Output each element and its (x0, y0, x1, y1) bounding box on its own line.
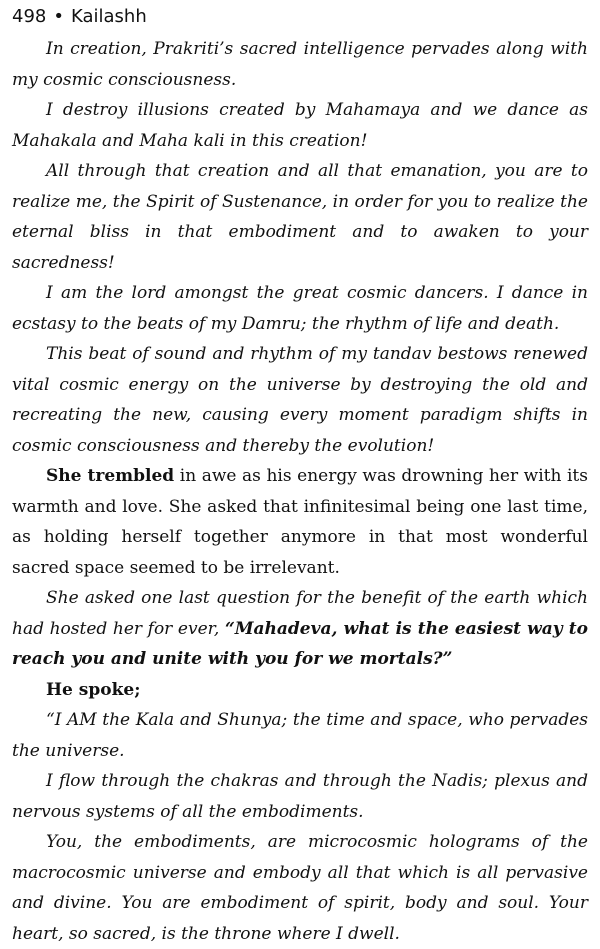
book-title: Kailashh (70, 6, 147, 27)
paragraph (12, 766, 588, 827)
paragraph-text: In creation, Prakriti’s sacred intelligence pervades along with my cosmic consciousness. (12, 39, 588, 90)
paragraph (12, 95, 588, 156)
paragraph (12, 705, 588, 766)
paragraph-text: “I AM the Kala and Shunya; the time and space, who pervades the universe. (12, 710, 588, 761)
paragraph (12, 827, 588, 949)
paragraph (12, 34, 588, 95)
bold-heading-text: He spoke; (46, 679, 141, 700)
paragraph-text: You, the embodiments, are microcosmic holograms of the macrocosmic universe and embody all that which is all pervasive and divine. You are embodiment of spirit, body and soul. Your heart, so sacred, is the throne where I dwell. (12, 832, 588, 944)
paragraph-text: I flow through the chakras and through the Nadis; plexus and nervous systems of all the embodiments. (12, 771, 588, 822)
bold-lead-text: She trembled (46, 466, 175, 486)
header-separator: • (53, 6, 64, 27)
bold-question-text: “Mahadeva, what is the easiest way to reach you and unite with you for we mortals?” (12, 618, 588, 669)
running-header (12, 6, 588, 28)
paragraph-text: I am the lord amongst the great cosmic dancers. I dance in ecstasy to the beats of my Damru; the rhythm of life and death. (12, 283, 588, 334)
paragraph-text: I destroy illusions created by Mahamaya and we dance as Mahakala and Maha kali in this creation! (12, 100, 588, 151)
paragraph (12, 583, 588, 675)
paragraph-text: This beat of sound and rhythm of my tandav bestows renewed vital cosmic energy on the universe by destroying the old and recreating the new, causing every moment paradigm shifts in cosmic consciousness and thereby the evolution! (12, 344, 588, 456)
paragraph-text: in awe as his energy was drowning her with its warmth and love. She asked that infinitesimal being one last time, as holding herself together anymore in that most wonderful sacred space seemed to be irrelevant. (12, 466, 588, 578)
paragraph (12, 675, 588, 706)
paragraph (12, 461, 588, 583)
page-number: 498 (12, 6, 47, 27)
paragraph-text: All through that creation and all that emanation, you are to realize me, the Spirit of Sustenance, in order for you to realize the eternal bliss in that embodiment and to awaken to your sacredness! (12, 161, 588, 273)
paragraph (12, 339, 588, 461)
paragraph (12, 278, 588, 339)
paragraph-text: She asked one last question for the benefit of the earth which had hosted her for ever, (12, 588, 588, 639)
paragraph (12, 156, 588, 278)
